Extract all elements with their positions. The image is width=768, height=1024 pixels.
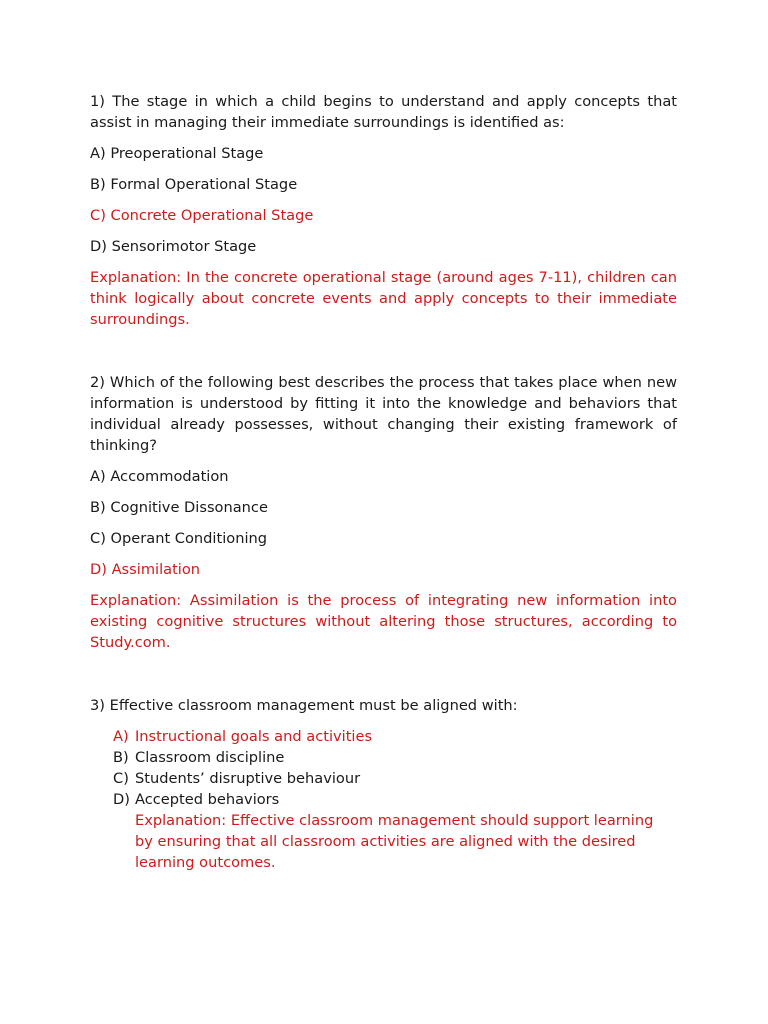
question-2-option-d-correct: D) Assimilation <box>90 561 201 578</box>
option-text: Instructional goals and activities <box>135 728 373 745</box>
question-3-option-b <box>113 747 677 768</box>
option-text: Students’ disruptive behaviour <box>135 770 361 787</box>
question-1-option-b: B) Formal Operational Stage <box>90 176 298 193</box>
question-3-option-a-correct <box>113 726 677 747</box>
question-3-explanation: Explanation: Effective classroom management should support learning by ensuring that all classroom activities are aligned with the desired learning outcomes. <box>135 812 654 871</box>
question-1 <box>90 91 677 330</box>
option-text: Accepted behaviors <box>135 791 280 808</box>
question-3-option-d <box>113 789 677 810</box>
option-letter: B) <box>113 749 129 766</box>
question-1-option-c-correct: C) Concrete Operational Stage <box>90 207 314 224</box>
option-letter: D) <box>113 791 130 808</box>
document-page <box>90 91 677 873</box>
spacer <box>90 653 677 695</box>
question-2-option-b: B) Cognitive Dissonance <box>90 499 268 516</box>
question-2-explanation: Explanation: Assimilation is the process of integrating new information into existing cognitive structures without altering those structures, according to Study.com. <box>90 592 677 651</box>
question-2-text: 2) Which of the following best describes the process that takes place when new information is understood by fitting it into the knowledge and behaviors that individual already possesses, without changing their existing framework of thinking? <box>90 374 677 454</box>
question-3 <box>90 695 677 873</box>
option-letter: A) <box>113 728 129 745</box>
question-2-option-a: A) Accommodation <box>90 468 229 485</box>
question-3-text: 3) Effective classroom management must be aligned with: <box>90 697 518 714</box>
question-3-options <box>90 726 677 873</box>
question-3-option-c <box>113 768 677 789</box>
option-letter: C) <box>113 770 129 787</box>
question-1-text: 1) The stage in which a child begins to understand and apply concepts that assist in managing their immediate surroundings is identified as: <box>90 93 677 131</box>
spacer <box>90 330 677 372</box>
question-2 <box>90 372 677 653</box>
question-2-option-c: C) Operant Conditioning <box>90 530 268 547</box>
option-text: Classroom discipline <box>135 749 285 766</box>
question-1-option-d: D) Sensorimotor Stage <box>90 238 257 255</box>
question-1-option-a: A) Preoperational Stage <box>90 145 264 162</box>
question-1-explanation: Explanation: In the concrete operational stage (around ages 7-11), children can think logically about concrete events and apply concepts to their immediate surroundings. <box>90 269 677 328</box>
